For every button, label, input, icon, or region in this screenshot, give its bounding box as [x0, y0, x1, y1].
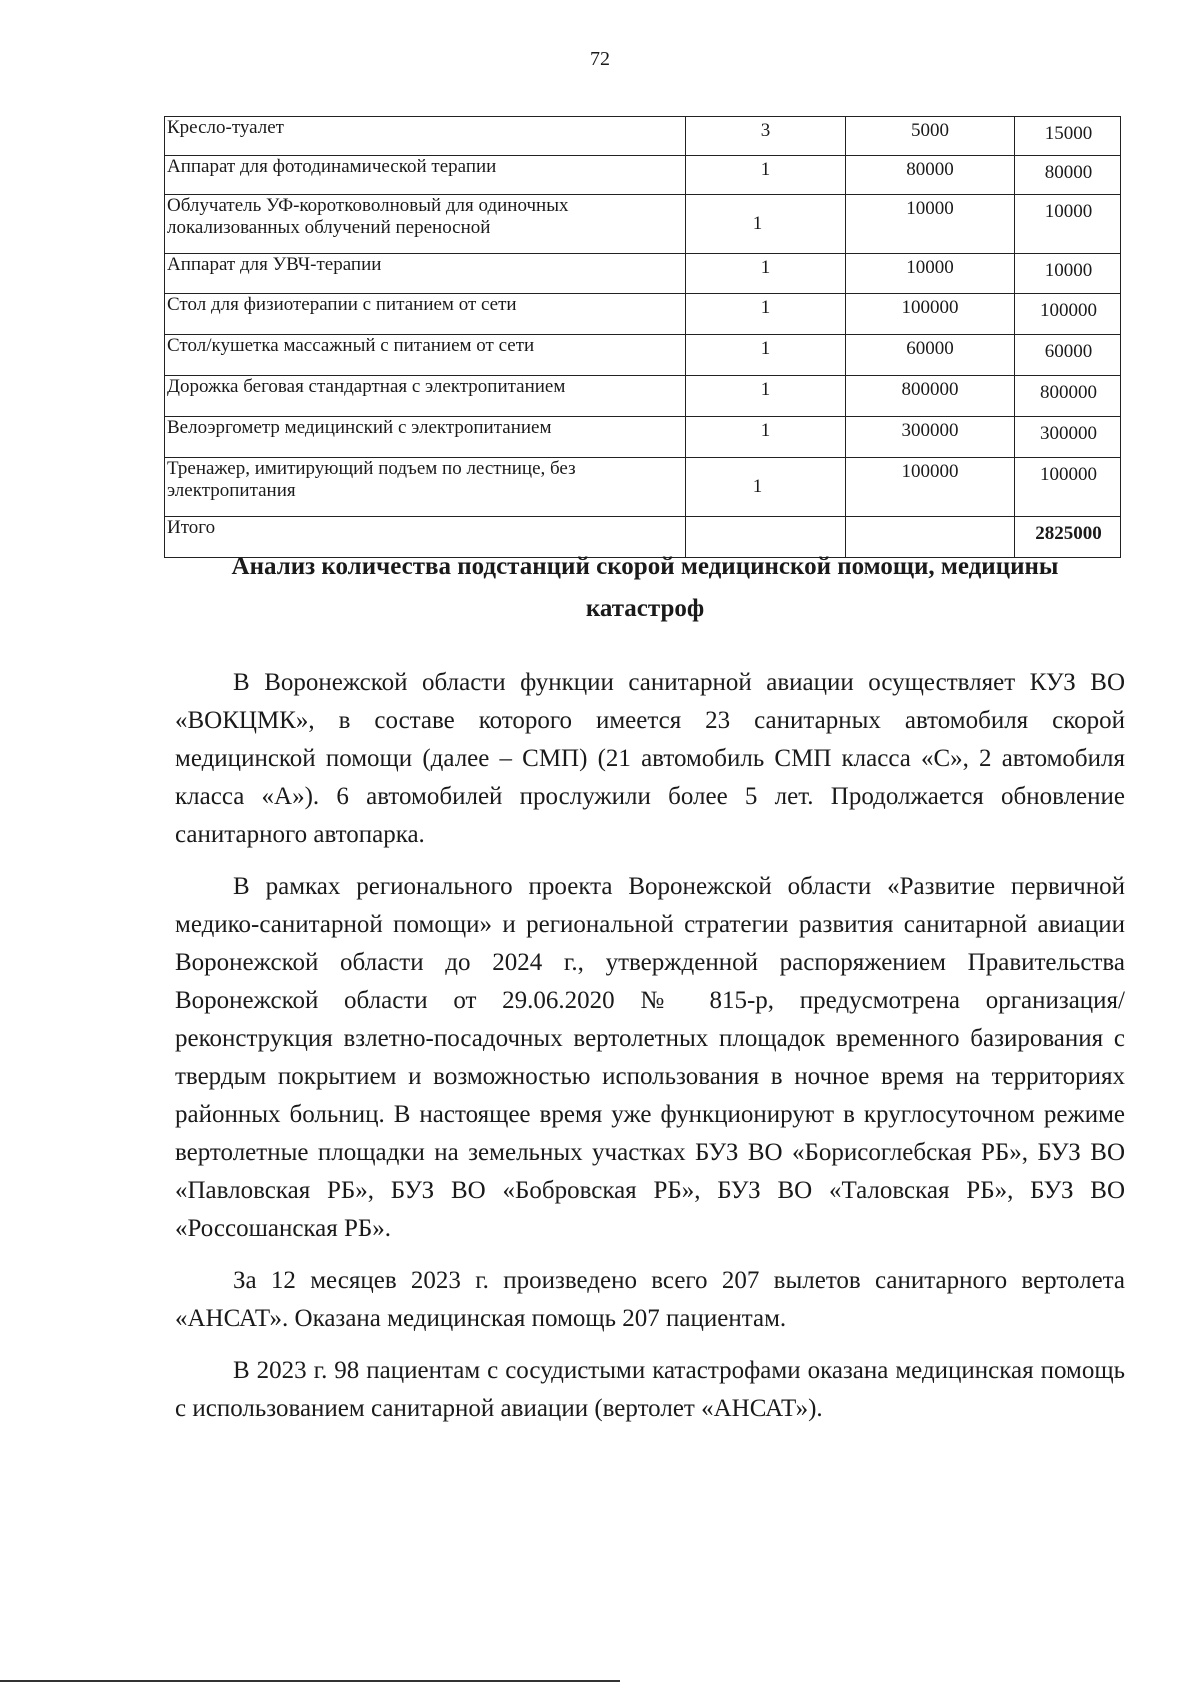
item-price-cell: 100000	[846, 458, 1015, 517]
item-qty-cell: 1	[686, 458, 846, 517]
item-name-cell: Аппарат для УВЧ-терапии	[165, 254, 686, 294]
item-price-cell: 5000	[846, 117, 1015, 156]
grand-total-cell: 2825000	[1015, 517, 1121, 558]
item-name-cell: Облучатель УФ-коротковолновый для одиночных локализованных облучений переносной	[165, 195, 686, 254]
item-price-cell: 800000	[846, 376, 1015, 417]
table-row	[165, 156, 1121, 195]
item-price-cell: 60000	[846, 335, 1015, 376]
equipment-cost-table	[164, 116, 1121, 558]
table-row	[165, 335, 1121, 376]
item-qty-cell: 1	[686, 156, 846, 195]
section-title: Анализ количества подстанций скорой медицинской помощи, медицины катастроф	[231, 553, 1059, 622]
item-total-cell: 10000	[1015, 254, 1121, 294]
item-name-cell: Стол для физиотерапии с питанием от сети	[165, 294, 686, 335]
item-qty-cell: 1	[686, 294, 846, 335]
footer-divider	[0, 1680, 620, 1682]
paragraph: За 12 месяцев 2023 г. произведено всего 207 вылетов санитарного вертолета «АНСАТ». Оказана медицинская помощь 207 пациентам.	[175, 1267, 1125, 1332]
item-price-cell: 80000	[846, 156, 1015, 195]
item-name-cell: Дорожка беговая стандартная с электропитанием	[165, 376, 686, 417]
page-number: 72	[590, 48, 610, 70]
item-total-cell: 100000	[1015, 294, 1121, 335]
table-row	[165, 458, 1121, 517]
table-row	[165, 417, 1121, 458]
item-total-cell: 80000	[1015, 156, 1121, 195]
item-qty-cell: 3	[686, 117, 846, 156]
item-qty-cell: 1	[686, 335, 846, 376]
paragraph: В Воронежской области функции санитарной авиации осуществляет КУЗ ВО «ВОКЦМК», в составе которого имеется 23 санитарных автомобиля скорой медицинской помощи (далее – СМП) (21 автомобиль СМП класса «С», 2 автомобиля класса «А»). 6 автомобилей прослужили более 5 лет. Продолжается обновление санитарного автопарка.	[175, 669, 1125, 848]
table-row	[165, 254, 1121, 294]
item-name-cell: Аппарат для фотодинамической терапии	[165, 156, 686, 195]
item-qty-cell: 1	[686, 376, 846, 417]
paragraph: В рамках регионального проекта Воронежской области «Развитие первичной медико-санитарной помощи» и региональной стратегии развития санитарной авиации Воронежской области до 2024 г., утвержденной распоряжением Правительства Воронежской области от 29.06.2020 № 815-р, предусмотрена организация/реконструкция взлетно-посадочных вертолетных площадок временного базирования с твердым покрытием и возможностью использования в ночное время на территориях районных больниц. В настоящее время уже функционируют в круглосуточном режиме вертолетные площадки на земельных участках БУЗ ВО «Борисоглебская РБ», БУЗ ВО «Павловская РБ», БУЗ ВО «Бобровская РБ», БУЗ ВО «Таловская РБ», БУЗ ВО «Россошанская РБ».	[175, 873, 1125, 1242]
item-total-cell: 800000	[1015, 376, 1121, 417]
item-total-cell: 15000	[1015, 117, 1121, 156]
item-qty-cell: 1	[686, 417, 846, 458]
item-name-cell: Велоэргометр медицинский с электропитанием	[165, 417, 686, 458]
item-total-cell: 100000	[1015, 458, 1121, 517]
total-label-cell: Итого	[165, 517, 686, 558]
item-name-cell: Кресло-туалет	[165, 117, 686, 156]
table-row	[165, 376, 1121, 417]
item-price-cell: 300000	[846, 417, 1015, 458]
paragraph: В 2023 г. 98 пациентам с сосудистыми катастрофами оказана медицинская помощь с использованием санитарной авиации (вертолет «АНСАТ»).	[175, 1357, 1125, 1422]
body-text	[175, 664, 1125, 1442]
item-name-cell: Стол/кушетка массажный с питанием от сети	[165, 335, 686, 376]
item-price-cell: 10000	[846, 254, 1015, 294]
table-row	[165, 195, 1121, 254]
item-total-cell: 60000	[1015, 335, 1121, 376]
table-row	[165, 294, 1121, 335]
item-total-cell: 300000	[1015, 417, 1121, 458]
item-qty-cell: 1	[686, 254, 846, 294]
item-price-cell: 100000	[846, 294, 1015, 335]
item-qty-cell: 1	[686, 195, 846, 254]
item-name-cell: Тренажер, имитирующий подъем по лестнице, без электропитания	[165, 458, 686, 517]
item-price-cell: 10000	[846, 195, 1015, 254]
item-total-cell: 10000	[1015, 195, 1121, 254]
table-row	[165, 117, 1121, 156]
